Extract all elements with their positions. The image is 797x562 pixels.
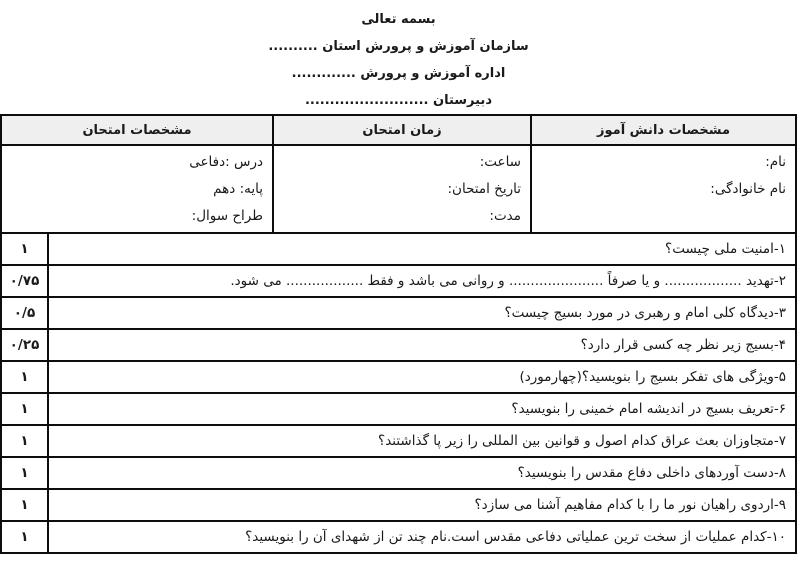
- student-info-header: مشخصات دانش آموز: [597, 122, 730, 138]
- question-text: ۳-دیدگاه کلی امام و رهبری در مورد بسیج چیست؟: [504, 305, 786, 321]
- question-row: [2, 490, 795, 522]
- question-row: [2, 330, 795, 362]
- question-text: ۱-امنیت ملی چیست؟: [665, 241, 786, 257]
- question-row: [2, 234, 795, 266]
- question-row: [2, 458, 795, 490]
- question-score: ۰/۲۵: [2, 330, 49, 360]
- question-score: ۱: [2, 394, 49, 424]
- question-text: ۸-دست آوردهای داخلی دفاع مقدس را بنویسید؟: [517, 465, 786, 481]
- question-score: ۱: [2, 490, 49, 520]
- department-line: اداره آموزش و پرورش .............: [291, 66, 506, 81]
- question-row: [2, 522, 795, 552]
- grade-label: پایه: دهم: [213, 181, 263, 197]
- question-row: [2, 394, 795, 426]
- question-text: ۵-ویژگی های تفکر بسیج را بنویسید؟(چهارمورد): [519, 369, 786, 385]
- questions-table: [0, 234, 797, 554]
- question-score: ۰/۵: [2, 298, 49, 328]
- question-row: [2, 362, 795, 394]
- exam-info-cell: [2, 146, 274, 232]
- school-line: دبیرستان .........................: [304, 93, 492, 108]
- exam-time-cell: [274, 146, 532, 232]
- question-score: ۱: [2, 234, 49, 264]
- question-text: ۴-بسیج زیر نظر چه کسی قرار دارد؟: [580, 337, 786, 353]
- question-text: ۷-متجاوزان بعث عراق کدام اصول و قوانین بین المللی را زیر پا گذاشتند؟: [378, 433, 786, 449]
- question-score: ۱: [2, 426, 49, 456]
- question-text: ۱۰-کدام عملیات از سخت ترین عملیاتی دفاعی مقدس است.نام چند تن از شهدای آن را بنویسید؟: [245, 529, 786, 545]
- question-text: ۶-تعریف بسیج در اندیشه امام خمینی را بنویسید؟: [511, 401, 786, 417]
- exam-time-header: زمان امتحان: [274, 116, 532, 144]
- student-info-cell: [532, 146, 795, 232]
- question-score: ۱: [2, 458, 49, 488]
- question-row: [2, 266, 795, 298]
- question-row: [2, 298, 795, 330]
- duration-label: مدت:: [489, 208, 521, 224]
- hour-label: ساعت:: [479, 154, 521, 170]
- info-table: [0, 114, 797, 234]
- question-score: ۱: [2, 522, 49, 552]
- exam-date-label: تاریخ امتحان:: [447, 181, 521, 197]
- info-table-body-row: [2, 146, 795, 232]
- exam-info-header: مشخصات امتحان: [2, 116, 274, 144]
- question-row: [2, 426, 795, 458]
- question-designer-label: طراح سوال:: [191, 208, 263, 224]
- info-table-header-row: [2, 116, 795, 146]
- letterhead: [0, 0, 797, 114]
- name-label: نام:: [765, 154, 786, 170]
- question-text: ۹-اردوی راهیان نور ما را با کدام مفاهیم آشنا می سازد؟: [474, 497, 786, 513]
- lastname-label: نام خانوادگی:: [710, 181, 786, 197]
- question-text: ۲-تهدید .................. و یا صرفاً ...................... و روانی می باشد و فقط .................. می شود.: [230, 273, 786, 289]
- question-score: ۱: [2, 362, 49, 392]
- subject-label: درس :دفاعی: [189, 154, 263, 170]
- besmele-line: بسمه تعالی: [361, 12, 436, 27]
- question-score: ۰/۷۵: [2, 266, 49, 296]
- organization-line: سازمان آموزش و پرورش استان ..........: [268, 39, 529, 54]
